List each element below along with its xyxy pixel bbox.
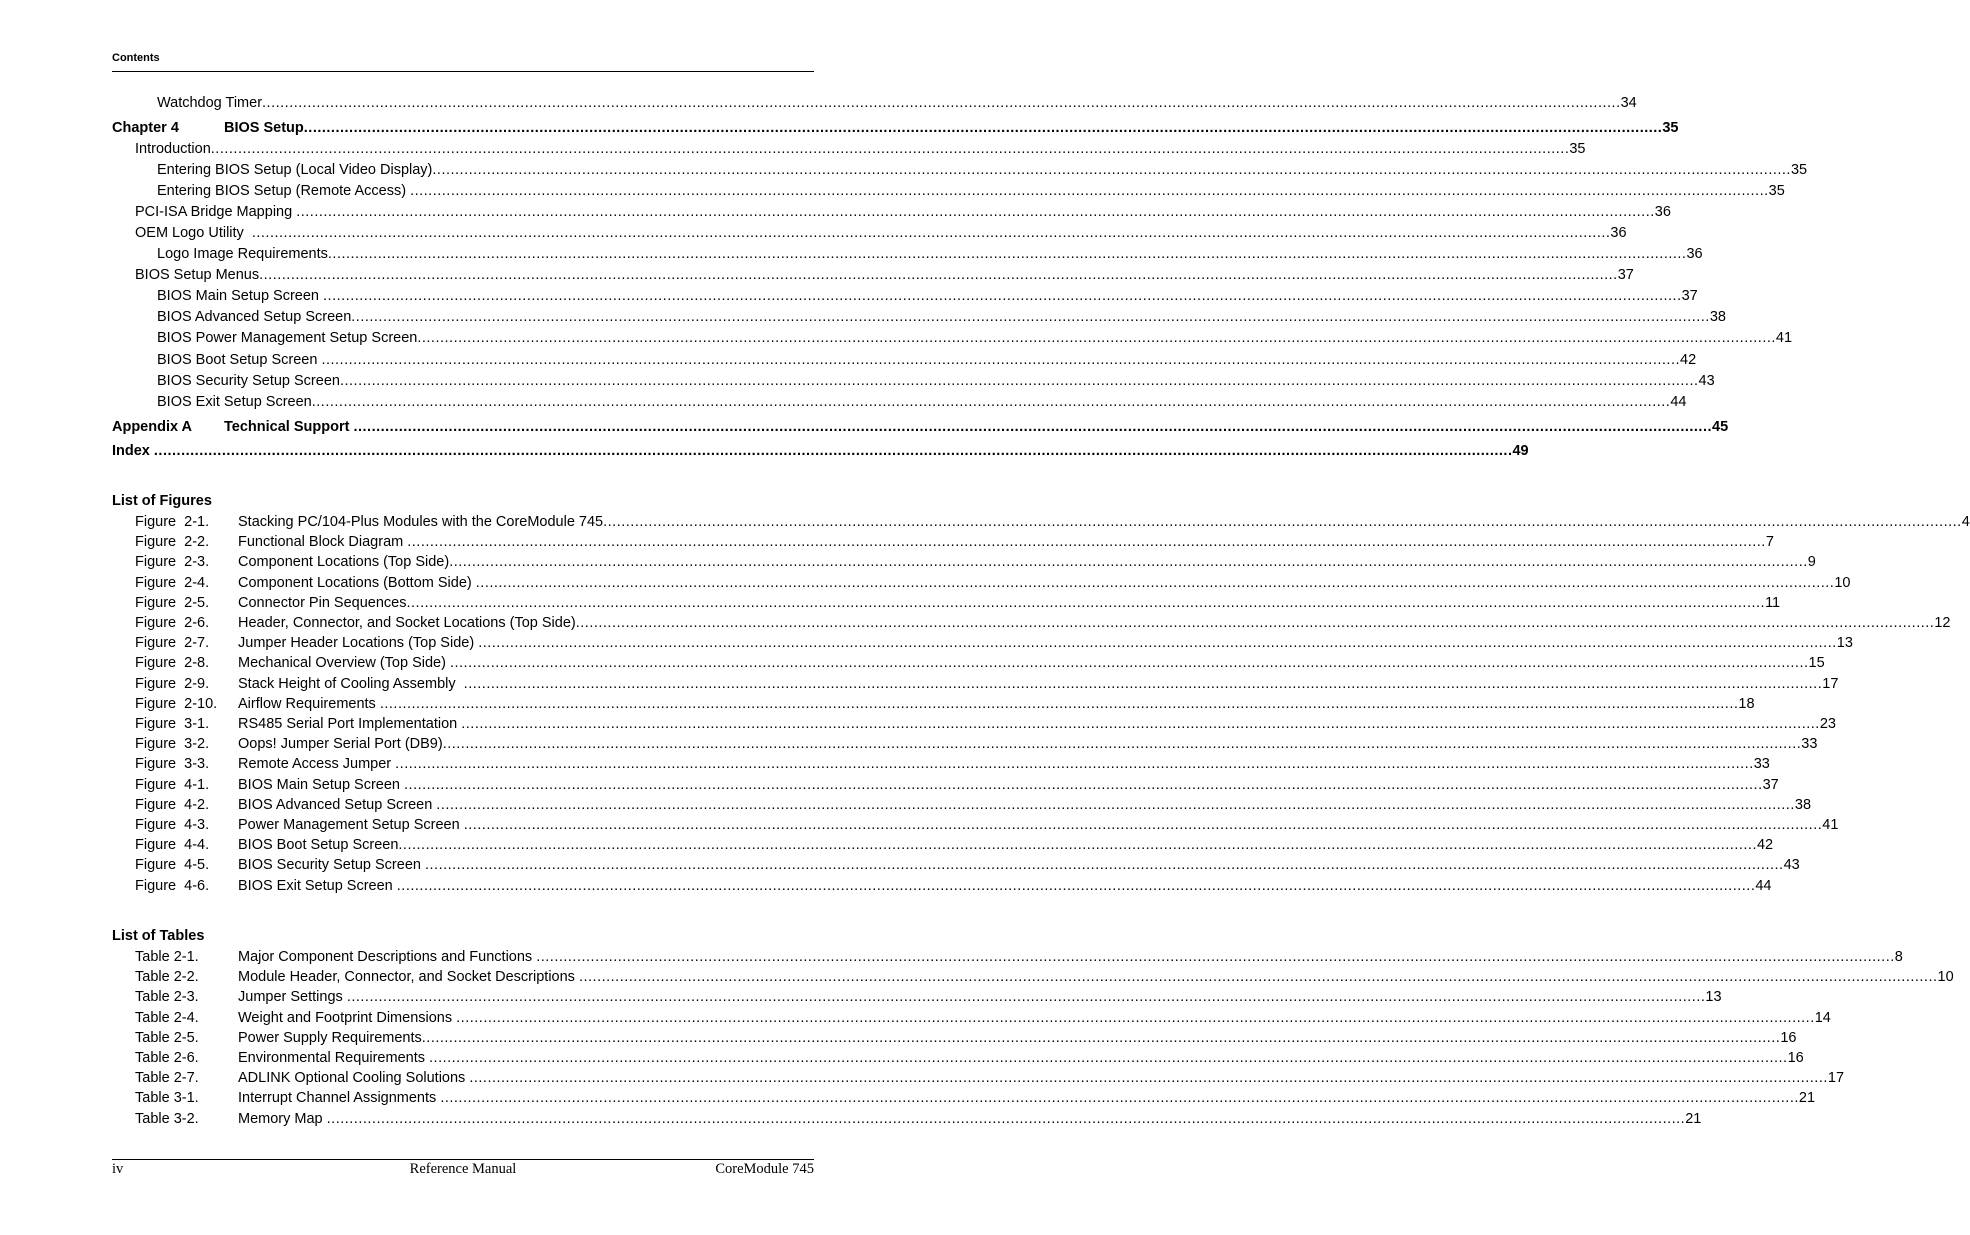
- table-entry-page-number: 10: [1937, 969, 1954, 986]
- figure-entry[interactable]: [135, 513, 1970, 531]
- toc-entry-title: Entering BIOS Setup (Local Video Display): [157, 162, 433, 178]
- figure-entry-caption: Stacking PC/104-Plus Modules with the CoreModule 745: [238, 514, 604, 530]
- toc-entry-title: BIOS Setup Menus: [135, 267, 260, 283]
- figure-entry-number: Figure 4-1.: [135, 776, 210, 793]
- figure-entry-page-number: 33: [1753, 756, 1770, 773]
- toc-page-number: 35: [1569, 141, 1586, 157]
- dot-leader: ............................................................................................................................................................................................................................................................................................................: [259, 267, 1618, 283]
- toc-entry[interactable]: [112, 287, 1698, 305]
- figure-entry-caption: RS485 Serial Port Implementation: [238, 716, 462, 732]
- table-entry-caption: Power Supply Requirements: [238, 1029, 422, 1046]
- toc-entry[interactable]: [112, 266, 1634, 284]
- dot-leader: ............................................................................................................................................................................................................................................................................................................: [449, 554, 1808, 571]
- figure-entry-number: Figure 2-7.: [135, 635, 210, 652]
- toc-entry-title: Index: [112, 443, 154, 459]
- table-entry-number: Table 2-1.: [135, 949, 199, 965]
- table-entry-page-number: 16: [1787, 1050, 1804, 1066]
- figure-entry-caption: Jumper Header Locations (Top Side): [238, 635, 479, 652]
- figure-entry[interactable]: [135, 695, 1755, 713]
- figure-entry[interactable]: [135, 675, 1839, 693]
- dot-leader: ............................................................................................................................................................................................................................................................................................................: [153, 443, 1513, 459]
- toc-entry-title: BIOS Exit Setup Screen: [157, 394, 312, 410]
- dot-leader: ............................................................................................................................................................................................................................................................................................................: [463, 817, 1823, 833]
- toc-entry[interactable]: [112, 329, 1793, 347]
- table-entry-number: Table 2-2.: [135, 969, 199, 986]
- figure-entry-number: Figure 2-9.: [135, 675, 210, 692]
- figure-entry-number: Figure 2-2.: [135, 534, 210, 551]
- toc-entry-title: BIOS Security Setup Screen: [157, 373, 340, 389]
- toc-page-number: 36: [1686, 246, 1703, 262]
- figure-entry-page-number: 10: [1834, 574, 1851, 591]
- figure-entry-number: Figure 2-3.: [135, 554, 210, 571]
- table-entry[interactable]: [135, 1049, 1804, 1067]
- toc-entry[interactable]: [112, 372, 1715, 390]
- figure-entry-caption: Functional Block Diagram: [238, 534, 408, 551]
- toc-entry-title: Technical Support: [224, 419, 354, 435]
- dot-leader: ............................................................................................................................................................................................................................................................................................................: [436, 796, 1795, 813]
- figure-entry-caption: BIOS Security Setup Screen: [238, 857, 425, 874]
- toc-entry-title: Introduction: [135, 141, 211, 157]
- dot-leader: ............................................................................................................................................................................................................................................................................................................: [456, 1009, 1815, 1026]
- table-entry[interactable]: [135, 968, 1954, 986]
- table-entry[interactable]: [135, 1029, 1797, 1047]
- toc-page-number: 49: [1512, 443, 1529, 459]
- table-entry[interactable]: [135, 1089, 1816, 1107]
- figure-entry-page-number: 23: [1819, 716, 1836, 732]
- dot-leader: ............................................................................................................................................................................................................................................................................................................: [210, 141, 1570, 157]
- dot-leader: ............................................................................................................................................................................................................................................................................................................: [536, 949, 1895, 965]
- toc-chapter-number: Chapter 4: [112, 120, 179, 136]
- figure-entry-page-number: 44: [1755, 877, 1772, 894]
- figure-entry-caption: BIOS Advanced Setup Screen: [238, 796, 437, 813]
- table-entry-caption: Module Header, Connector, and Socket Descriptions: [238, 969, 579, 986]
- table-entry[interactable]: [135, 1009, 1831, 1027]
- table-entry-page-number: 17: [1827, 1070, 1845, 1087]
- table-entry-number: Table 2-6.: [135, 1050, 199, 1066]
- figure-entry-caption: Remote Access Jumper: [238, 756, 396, 773]
- table-entry-page-number: 16: [1780, 1029, 1797, 1046]
- dot-leader: ............................................................................................................................................................................................................................................................................................................: [406, 594, 1766, 611]
- figure-entry-page-number: 13: [1836, 635, 1853, 652]
- dot-leader: ............................................................................................................................................................................................................................................................................................................: [578, 969, 1938, 986]
- toc-entry[interactable]: [112, 161, 1808, 179]
- figure-entry-number: Figure 4-6.: [135, 877, 210, 894]
- list-of-figures-heading: List of Figures: [112, 493, 212, 509]
- toc-page-number: 41: [1775, 330, 1793, 346]
- table-entry[interactable]: [135, 1110, 1702, 1128]
- table-entry-number: Table 2-3.: [135, 989, 199, 1006]
- figure-entry-page-number: 4: [1961, 514, 1970, 530]
- toc-page-number: 35: [1768, 183, 1785, 199]
- figure-entry-number: Figure 4-2.: [135, 796, 210, 813]
- figure-entry-caption: BIOS Boot Setup Screen: [238, 837, 399, 854]
- figure-entry-number: Figure 2-10.: [135, 695, 218, 712]
- figure-entry-number: Figure 3-1.: [135, 716, 210, 732]
- toc-entry[interactable]: [112, 182, 1785, 200]
- figure-entry-number: Figure 2-4.: [135, 574, 210, 591]
- dot-leader: ............................................................................................................................................................................................................................................................................................................: [395, 756, 1754, 773]
- figure-entry-number: Figure 2-6.: [135, 615, 210, 631]
- dot-leader: ............................................................................................................................................................................................................................................................................................................: [262, 95, 1621, 111]
- table-entry-caption: Environmental Requirements: [238, 1050, 430, 1066]
- figure-entry-number: Figure 2-1.: [135, 514, 210, 530]
- toc-entry[interactable]: [112, 245, 1703, 263]
- figure-entry[interactable]: [135, 735, 1818, 753]
- table-entry-page-number: 21: [1798, 1090, 1816, 1107]
- toc-page-number: 35: [1790, 162, 1808, 178]
- toc-entry[interactable]: [112, 203, 1671, 221]
- table-entry-page-number: 14: [1814, 1009, 1831, 1026]
- toc-entry[interactable]: [112, 442, 1529, 460]
- figure-entry[interactable]: [135, 574, 1851, 592]
- figure-entry-number: Figure 4-5.: [135, 857, 210, 874]
- toc-entry-title: BIOS Setup: [224, 120, 304, 136]
- figure-entry-caption: BIOS Main Setup Screen: [238, 776, 405, 793]
- toc-entry-title: BIOS Main Setup Screen: [157, 288, 324, 304]
- toc-page-number: 45: [1712, 419, 1729, 435]
- footer-document-title: Reference Manual: [409, 1161, 517, 1177]
- figure-entry-page-number: 42: [1756, 837, 1774, 854]
- dot-leader: ............................................................................................................................................................................................................................................................................................................: [353, 419, 1713, 435]
- figure-entry[interactable]: [135, 776, 1779, 794]
- toc-entry-title: BIOS Advanced Setup Screen: [157, 309, 352, 325]
- figure-entry-caption: Component Locations (Bottom Side): [238, 574, 476, 591]
- dot-leader: ............................................................................................................................................................................................................................................................................................................: [321, 352, 1681, 368]
- dot-leader: ............................................................................................................................................................................................................................................................................................................: [429, 1050, 1788, 1066]
- table-entry-page-number: 13: [1705, 989, 1722, 1006]
- figure-entry-number: Figure 3-3.: [135, 756, 210, 773]
- dot-leader: ............................................................................................................................................................................................................................................................................................................: [440, 1090, 1799, 1107]
- figure-entry-page-number: 15: [1808, 655, 1825, 672]
- figure-entry[interactable]: [135, 634, 1853, 652]
- figure-entry[interactable]: [135, 533, 1774, 551]
- table-entry-number: Table 3-1.: [135, 1090, 199, 1107]
- figure-entry[interactable]: [135, 715, 1836, 733]
- table-entry[interactable]: [135, 988, 1722, 1006]
- toc-entry[interactable]: [112, 351, 1697, 369]
- figure-entry-page-number: 41: [1822, 817, 1839, 833]
- table-entry-number: Table 2-5.: [135, 1029, 199, 1046]
- dot-leader: ............................................................................................................................................................................................................................................................................................................: [396, 877, 1756, 894]
- toc-entry-title: OEM Logo Utility: [135, 225, 252, 241]
- table-entry-page-number: 8: [1894, 949, 1903, 965]
- figure-entry[interactable]: [135, 856, 1800, 874]
- figure-entry-caption: Oops! Jumper Serial Port (DB9): [238, 736, 443, 753]
- figure-entry-caption: Airflow Requirements: [238, 695, 380, 712]
- table-entry-number: Table 3-2.: [135, 1110, 199, 1127]
- figure-entry-page-number: 37: [1762, 776, 1779, 793]
- dot-leader: ............................................................................................................................................................................................................................................................................................................: [478, 635, 1837, 652]
- toc-entry-title: BIOS Power Management Setup Screen: [157, 330, 418, 346]
- figure-entry-caption: Stack Height of Cooling Assembly: [238, 675, 464, 692]
- figure-entry-caption: Power Management Setup Screen: [238, 817, 464, 833]
- table-entry-caption: Interrupt Channel Assignments: [238, 1090, 441, 1107]
- figure-entry-page-number: 7: [1765, 534, 1774, 551]
- figure-entry-page-number: 12: [1934, 615, 1951, 631]
- dot-leader: ............................................................................................................................................................................................................................................................................................................: [421, 1029, 1781, 1046]
- toc-page-number: 38: [1709, 309, 1726, 325]
- toc-entry[interactable]: [112, 418, 1729, 436]
- figure-entry[interactable]: [135, 836, 1774, 854]
- toc-entry[interactable]: [112, 119, 1679, 137]
- toc-entry[interactable]: [112, 224, 1627, 242]
- figure-entry-number: Figure 3-2.: [135, 736, 210, 753]
- dot-leader: ............................................................................................................................................................................................................................................................................................................: [346, 989, 1706, 1006]
- toc-entry-title: BIOS Boot Setup Screen: [157, 352, 322, 368]
- dot-leader: ............................................................................................................................................................................................................................................................................................................: [424, 857, 1784, 874]
- figure-entry-page-number: 33: [1801, 736, 1818, 753]
- figure-entry-page-number: 17: [1822, 675, 1839, 692]
- dot-leader: ............................................................................................................................................................................................................................................................................................................: [251, 225, 1611, 241]
- toc-entry[interactable]: [112, 140, 1586, 158]
- figure-entry[interactable]: [135, 796, 1812, 814]
- figure-entry[interactable]: [135, 654, 1825, 672]
- figure-entry-page-number: 18: [1738, 695, 1755, 712]
- dot-leader: ............................................................................................................................................................................................................................................................................................................: [327, 246, 1687, 262]
- toc-chapter-number: Appendix A: [112, 419, 193, 435]
- toc-entry[interactable]: [112, 393, 1687, 411]
- dot-leader: ............................................................................................................................................................................................................................................................................................................: [442, 736, 1802, 753]
- toc-entry[interactable]: [112, 308, 1726, 326]
- toc-entry-title: Watchdog Timer: [157, 95, 263, 111]
- figure-entry-number: Figure 2-8.: [135, 655, 210, 672]
- dot-leader: ............................................................................................................................................................................................................................................................................................................: [398, 837, 1757, 854]
- figure-entry-page-number: 43: [1783, 857, 1800, 874]
- table-entry-page-number: 21: [1685, 1110, 1702, 1127]
- dot-leader: ............................................................................................................................................................................................................................................................................................................: [432, 162, 1791, 178]
- table-entry-caption: Memory Map: [238, 1110, 327, 1127]
- figure-entry[interactable]: [135, 755, 1770, 773]
- dot-leader: ............................................................................................................................................................................................................................................................................................................: [463, 675, 1823, 692]
- dot-leader: ............................................................................................................................................................................................................................................................................................................: [326, 1110, 1686, 1127]
- footer-page-number: iv: [112, 1161, 124, 1177]
- figure-entry-page-number: 9: [1807, 554, 1816, 571]
- figure-entry-number: Figure 4-3.: [135, 817, 210, 833]
- toc-page-number: 43: [1698, 373, 1715, 389]
- table-entry-number: Table 2-7.: [135, 1070, 199, 1087]
- toc-entry-title: PCI-ISA Bridge Mapping: [135, 204, 297, 220]
- dot-leader: ............................................................................................................................................................................................................................................................................................................: [575, 615, 1935, 631]
- figure-entry-number: Figure 2-5.: [135, 594, 210, 611]
- dot-leader: ............................................................................................................................................................................................................................................................................................................: [449, 655, 1809, 672]
- toc-page-number: 36: [1610, 225, 1627, 241]
- figure-entry[interactable]: [135, 614, 1951, 632]
- dot-leader: ............................................................................................................................................................................................................................................................................................................: [410, 183, 1769, 199]
- page-header-title: Contents: [112, 52, 160, 64]
- list-of-tables-heading: List of Tables: [112, 928, 205, 944]
- toc-page-number: 37: [1617, 267, 1634, 283]
- footer-product-name: CoreModule 745: [715, 1161, 814, 1177]
- table-entry-caption: Major Component Descriptions and Functions: [238, 949, 537, 965]
- toc-page-number: 42: [1680, 352, 1697, 368]
- figure-entry-number: Figure 4-4.: [135, 837, 210, 854]
- toc-entry-title: Logo Image Requirements: [157, 246, 328, 262]
- dot-leader: ............................................................................................................................................................................................................................................................................................................: [311, 394, 1671, 410]
- dot-leader: ............................................................................................................................................................................................................................................................................................................: [407, 534, 1766, 551]
- figure-entry[interactable]: [135, 594, 1781, 612]
- dot-leader: ............................................................................................................................................................................................................................................................................................................: [323, 288, 1682, 304]
- toc-page-number: 37: [1681, 288, 1698, 304]
- toc-page-number: 35: [1662, 120, 1679, 136]
- dot-leader: ............................................................................................................................................................................................................................................................................................................: [603, 514, 1962, 530]
- dot-leader: ............................................................................................................................................................................................................................................................................................................: [475, 574, 1835, 591]
- toc-entry-title: Entering BIOS Setup (Remote Access): [157, 183, 411, 199]
- dot-leader: ............................................................................................................................................................................................................................................................................................................: [303, 120, 1663, 136]
- table-entry[interactable]: [135, 1069, 1845, 1087]
- figure-entry-page-number: 38: [1794, 796, 1812, 813]
- toc-page-number: 36: [1654, 204, 1671, 220]
- table-entry-caption: Jumper Settings: [238, 989, 347, 1006]
- dot-leader: ............................................................................................................................................................................................................................................................................................................: [379, 695, 1739, 712]
- dot-leader: ............................................................................................................................................................................................................................................................................................................: [404, 776, 1763, 793]
- dot-leader: ............................................................................................................................................................................................................................................................................................................: [417, 330, 1776, 346]
- table-entry-number: Table 2-4.: [135, 1009, 199, 1026]
- dot-leader: ............................................................................................................................................................................................................................................................................................................: [461, 716, 1820, 732]
- dot-leader: ............................................................................................................................................................................................................................................................................................................: [296, 204, 1655, 220]
- toc-entry[interactable]: [112, 94, 1637, 112]
- figure-entry-caption: Mechanical Overview (Top Side): [238, 655, 450, 672]
- figure-entry-caption: Connector Pin Sequences: [238, 594, 407, 611]
- figure-entry-caption: Component Locations (Top Side): [238, 554, 450, 571]
- figure-entry-caption: BIOS Exit Setup Screen: [238, 877, 397, 894]
- figure-entry[interactable]: [135, 877, 1772, 895]
- figure-entry-page-number: 11: [1765, 594, 1781, 611]
- table-entry-caption: Weight and Footprint Dimensions: [238, 1009, 457, 1026]
- toc-page-number: 34: [1620, 95, 1637, 111]
- figure-entry-caption: Header, Connector, and Socket Locations (Top Side): [238, 615, 576, 631]
- dot-leader: ............................................................................................................................................................................................................................................................................................................: [339, 373, 1699, 389]
- header-rule: [112, 71, 814, 72]
- figure-entry[interactable]: [135, 553, 1816, 571]
- dot-leader: ............................................................................................................................................................................................................................................................................................................: [469, 1070, 1828, 1087]
- table-entry[interactable]: [135, 948, 1903, 966]
- table-entry-caption: ADLINK Optional Cooling Solutions: [238, 1070, 470, 1087]
- toc-page-number: 44: [1670, 394, 1687, 410]
- figure-entry[interactable]: [135, 816, 1839, 834]
- dot-leader: ............................................................................................................................................................................................................................................................................................................: [351, 309, 1710, 325]
